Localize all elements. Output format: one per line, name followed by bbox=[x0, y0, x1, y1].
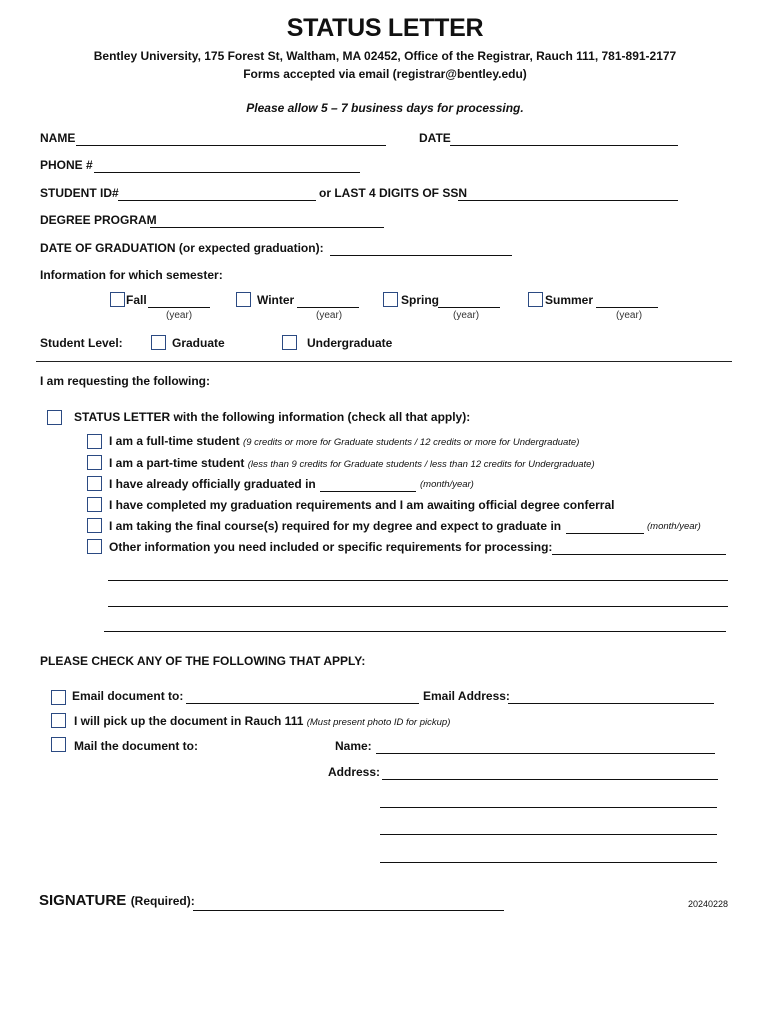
degree-program-input[interactable] bbox=[150, 213, 384, 228]
winter-year-caption: (year) bbox=[316, 310, 343, 321]
graduate-label: Graduate bbox=[172, 336, 225, 350]
ssn-label: or LAST 4 DIGITS OF SSN bbox=[319, 186, 468, 200]
awaiting-conferral-checkbox[interactable] bbox=[87, 497, 102, 512]
mail-checkbox[interactable] bbox=[51, 737, 66, 752]
graduation-date-label: DATE OF GRADUATION (or expected graduation): bbox=[40, 241, 324, 255]
graduated-note: (month/year) bbox=[420, 479, 474, 490]
full-time-text: I am a full-time student bbox=[109, 434, 240, 448]
date-input[interactable] bbox=[450, 131, 678, 146]
name-label: NAME bbox=[40, 131, 76, 145]
semester-label: Information for which semester: bbox=[40, 268, 223, 282]
mail-address-line-4[interactable] bbox=[380, 848, 717, 863]
mail-address-line-3[interactable] bbox=[380, 820, 717, 835]
other-info-checkbox[interactable] bbox=[87, 539, 102, 554]
full-time-label bbox=[109, 434, 579, 448]
graduated-date-input[interactable] bbox=[320, 477, 416, 492]
signature-required: (Required): bbox=[130, 894, 195, 908]
mail-name-label: Name: bbox=[335, 739, 372, 753]
awaiting-conferral-label: I have completed my graduation requirements and I am awaiting official degree conferral bbox=[109, 498, 615, 512]
summer-label: Summer bbox=[545, 293, 594, 307]
ssn-input[interactable] bbox=[458, 186, 678, 201]
spring-label: Spring bbox=[401, 293, 439, 307]
email-doc-input[interactable] bbox=[186, 689, 419, 704]
student-id-input[interactable] bbox=[118, 186, 316, 201]
processing-note: Please allow 5 – 7 business days for processing. bbox=[246, 101, 524, 115]
status-letter-checkbox[interactable] bbox=[47, 410, 62, 425]
other-info-line-3[interactable] bbox=[104, 617, 726, 632]
graduation-date-input[interactable] bbox=[330, 241, 512, 256]
full-time-checkbox[interactable] bbox=[87, 434, 102, 449]
pickup-text: I will pick up the document in Rauch 111 bbox=[74, 714, 304, 728]
section-divider bbox=[36, 361, 732, 362]
spring-checkbox[interactable] bbox=[383, 292, 398, 307]
signature-text: SIGNATURE bbox=[39, 892, 127, 909]
undergraduate-label: Undergraduate bbox=[307, 336, 393, 350]
status-letter-label: STATUS LETTER with the following information (check all that apply): bbox=[74, 410, 471, 424]
email-doc-checkbox[interactable] bbox=[51, 690, 66, 705]
mail-address-label: Address: bbox=[328, 765, 381, 779]
degree-program-label: DEGREE PROGRAM bbox=[40, 213, 157, 227]
winter-label: Winter bbox=[257, 293, 295, 307]
request-heading: I am requesting the following: bbox=[40, 374, 211, 388]
part-time-note: (less than 9 credits for Graduate students / less than 12 credits for Undergraduate) bbox=[247, 459, 595, 470]
pickup-checkbox[interactable] bbox=[51, 713, 66, 728]
part-time-checkbox[interactable] bbox=[87, 455, 102, 470]
other-info-line-2[interactable] bbox=[108, 592, 728, 607]
summer-year-input[interactable] bbox=[596, 293, 658, 308]
delivery-heading: PLEASE CHECK ANY OF THE FOLLOWING THAT APPLY: bbox=[40, 654, 366, 668]
part-time-label bbox=[109, 456, 595, 470]
mail-name-input[interactable] bbox=[376, 739, 715, 754]
phone-input[interactable] bbox=[94, 158, 360, 173]
spring-year-input[interactable] bbox=[438, 293, 500, 308]
pickup-note: (Must present photo ID for pickup) bbox=[306, 717, 451, 728]
email-doc-label: Email document to: bbox=[72, 689, 184, 703]
registrar-address: Bentley University, 175 Forest St, Waltham, MA 02452, Office of the Registrar, Rauch 111, 781-891-2177 bbox=[93, 49, 677, 63]
pickup-label bbox=[74, 714, 450, 728]
email-address-label: Email Address: bbox=[423, 689, 510, 703]
signature-input[interactable] bbox=[193, 896, 504, 911]
other-info-label: Other information you need included or specific requirements for processing: bbox=[109, 540, 553, 554]
final-courses-note: (month/year) bbox=[647, 521, 701, 532]
summer-year-caption: (year) bbox=[616, 310, 643, 321]
fall-year-caption: (year) bbox=[166, 310, 193, 321]
email-note: Forms accepted via email (registrar@bentley.edu) bbox=[243, 67, 527, 81]
form-code: 20240228 bbox=[688, 899, 729, 909]
name-input[interactable] bbox=[76, 131, 386, 146]
signature-label bbox=[39, 892, 195, 910]
mail-address-line-1[interactable] bbox=[382, 765, 718, 780]
spring-year-caption: (year) bbox=[453, 310, 480, 321]
other-info-line-1[interactable] bbox=[108, 566, 728, 581]
email-address-input[interactable] bbox=[508, 689, 714, 704]
part-time-text: I am a part-time student bbox=[109, 456, 245, 470]
mail-address-line-2[interactable] bbox=[380, 793, 717, 808]
full-time-note: (9 credits or more for Graduate students / 12 credits or more for Undergraduate) bbox=[243, 437, 580, 448]
student-id-label: STUDENT ID# bbox=[40, 186, 119, 200]
date-label: DATE bbox=[419, 131, 451, 145]
graduated-label bbox=[109, 477, 316, 491]
final-courses-label: I am taking the final course(s) required for my degree and expect to graduate in bbox=[109, 519, 562, 533]
graduated-checkbox[interactable] bbox=[87, 476, 102, 491]
fall-checkbox[interactable] bbox=[110, 292, 125, 307]
winter-checkbox[interactable] bbox=[236, 292, 251, 307]
mail-label: Mail the document to: bbox=[74, 739, 198, 753]
final-courses-checkbox[interactable] bbox=[87, 518, 102, 533]
fall-year-input[interactable] bbox=[148, 293, 210, 308]
phone-label: PHONE # bbox=[40, 158, 93, 172]
graduated-text: I have already officially graduated in bbox=[109, 477, 316, 491]
fall-label: Fall bbox=[126, 293, 147, 307]
student-level-label: Student Level: bbox=[40, 336, 123, 350]
form-title: STATUS LETTER bbox=[286, 14, 484, 42]
graduate-checkbox[interactable] bbox=[151, 335, 166, 350]
undergraduate-checkbox[interactable] bbox=[282, 335, 297, 350]
final-courses-date-input[interactable] bbox=[566, 519, 644, 534]
other-info-input[interactable] bbox=[552, 540, 726, 555]
summer-checkbox[interactable] bbox=[528, 292, 543, 307]
winter-year-input[interactable] bbox=[297, 293, 359, 308]
